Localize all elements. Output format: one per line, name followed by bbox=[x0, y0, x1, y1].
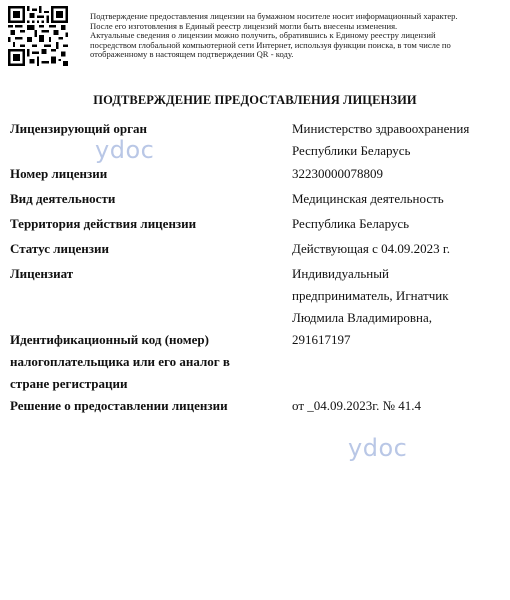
field-value bbox=[292, 329, 502, 351]
qr-code-icon bbox=[8, 6, 68, 66]
header-disclaimer bbox=[90, 12, 510, 60]
field-value bbox=[292, 188, 502, 210]
disclaimer-line: Актуальные сведения о лицензии можно получить, обратившись к Единому реестру лицензий bbox=[90, 30, 436, 41]
value-line: Действующая с 04.09.2023 г. bbox=[292, 241, 451, 256]
value-line: 32230000078809 bbox=[292, 166, 383, 181]
field-value bbox=[292, 163, 502, 185]
value-line: от _04.09.2023г. № 41.4 bbox=[292, 398, 422, 413]
disclaimer-line: посредством глобальной компьютерной сети Интернет, используя функции поиска, в том числе по bbox=[90, 39, 451, 50]
field-value bbox=[292, 118, 502, 162]
value-line: предприниматель, Игнатчик bbox=[292, 288, 449, 303]
field-label: Вид деятельности bbox=[10, 191, 116, 206]
field-value bbox=[292, 263, 502, 329]
value-line: 291617197 bbox=[292, 332, 351, 347]
field-label: Лицензиат bbox=[10, 266, 74, 281]
value-line: Министерство здравоохранения bbox=[292, 121, 470, 136]
disclaimer-line: Подтверждение предоставления лицензии на бумажном носителе носит информационный характер. bbox=[90, 12, 458, 21]
field-label: Территория действия лицензии bbox=[10, 216, 197, 231]
field-value bbox=[292, 238, 502, 260]
value-line: Индивидуальный bbox=[292, 266, 389, 281]
value-line: Медицинская деятельность bbox=[292, 191, 444, 206]
label-line: стране регистрации bbox=[10, 376, 128, 391]
watermark: ydoc bbox=[348, 434, 408, 462]
field-label: Статус лицензии bbox=[10, 241, 109, 256]
watermark: ydoc bbox=[95, 136, 155, 164]
field-value bbox=[292, 395, 502, 417]
field-label: Номер лицензии bbox=[10, 166, 108, 181]
document-title: ПОДТВЕРЖДЕНИЕ ПРЕДОСТАВЛЕНИЯ ЛИЦЕНЗИИ bbox=[93, 93, 417, 107]
field-label bbox=[10, 329, 280, 395]
label-line: Идентификационный код (номер) bbox=[10, 332, 209, 347]
disclaimer-line: После его изготовления в Единый реестр лицензий могли быть внесены изменения. bbox=[90, 20, 398, 31]
field-label: Лицензирующий орган bbox=[10, 121, 147, 136]
value-line: Республики Беларусь bbox=[292, 143, 411, 158]
disclaimer-line: отображенному в настоящем подтверждении QR - коду. bbox=[90, 49, 294, 60]
field-label: Решение о предоставлении лицензии bbox=[10, 398, 228, 413]
field-value bbox=[292, 213, 502, 235]
label-line: налогоплательщика или его аналог в bbox=[10, 354, 230, 369]
value-line: Республика Беларусь bbox=[292, 216, 410, 231]
value-line: Людмила Владимировна, bbox=[292, 310, 432, 325]
